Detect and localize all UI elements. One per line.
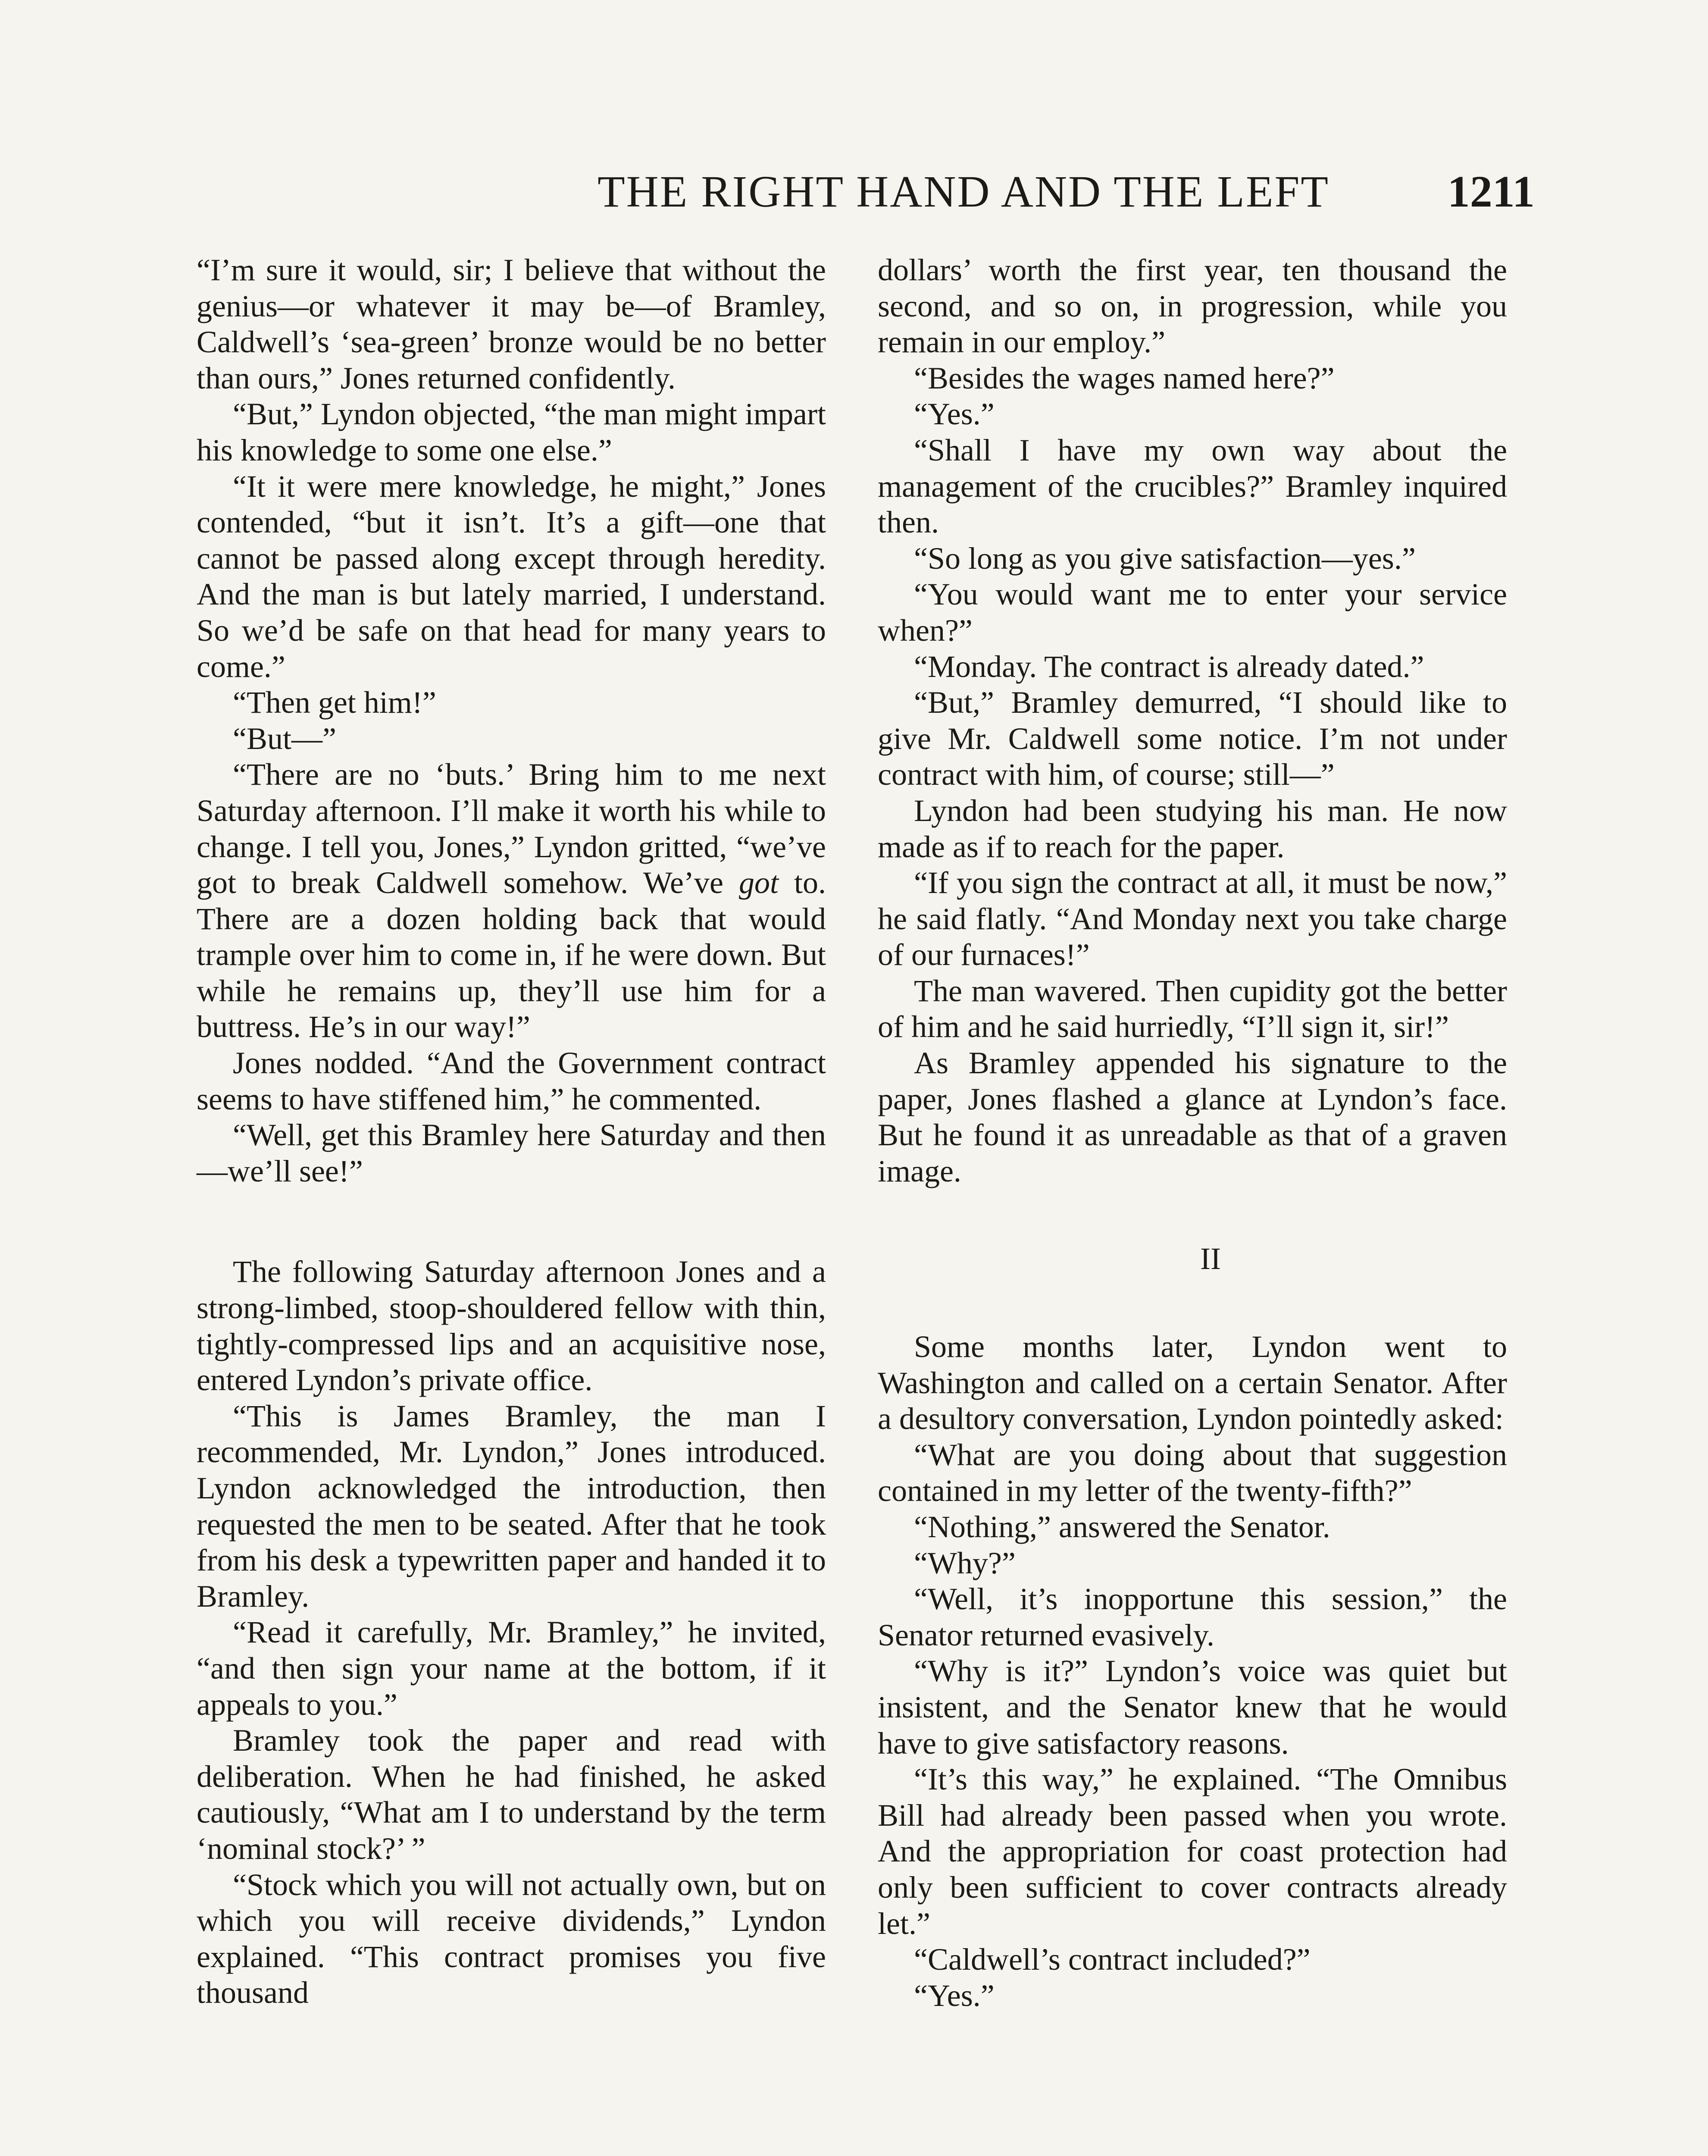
paragraph: “Caldwell’s contract included?” xyxy=(914,1942,1311,1977)
paragraph: “Well, it’s inopportune this session,” the Senator returned evasively. xyxy=(878,1582,1507,1652)
section-spacer xyxy=(878,1277,1507,1329)
paragraph: As Bramley appended his signature to the paper, Jones flashed a glance at Lyndon’s face. But he found it as unreadable as that of a graven image. xyxy=(878,1046,1507,1188)
paragraph: The following Saturday afternoon Jones and a strong-limbed, stoop-shouldered fellow with thin, tightly-compressed lips and an acquisitive nose, entered Lyndon’s private office. xyxy=(197,1254,826,1398)
scene-break xyxy=(197,1189,826,1254)
paragraph: dollars’ worth the first year, ten thousand the second, and so on, in progression, while you remain in our employ.” xyxy=(878,253,1507,360)
paragraph: Bramley took the paper and read with deliberation. When he had finished, he asked cautiously, “What am I to understand by the term ‘nominal stock?’ ” xyxy=(197,1723,826,1866)
emphasized-word: got xyxy=(738,865,779,900)
section-spacer xyxy=(878,1189,1507,1241)
paragraph: “Stock which you will not actually own, but on which you will receive dividends,” Lyndon explained. “This contract promises you five thousand xyxy=(197,1867,826,2010)
paragraph: “If you sign the contract at all, it must be now,” he said flatly. “And Monday next you take charge of our furnaces!” xyxy=(878,865,1507,972)
paragraph: “Why?” xyxy=(914,1545,1016,1580)
paragraph: The man wavered. Then cupidity got the better of him and he said hurriedly, “I’ll sign it, sir!” xyxy=(878,973,1507,1044)
paragraph: “Nothing,” answered the Senator. xyxy=(914,1510,1330,1544)
paragraph: “Yes.” xyxy=(914,397,995,432)
paragraph: “Then get him!” xyxy=(233,685,436,720)
paragraph: “But,” Bramley demurred, “I should like to give Mr. Caldwell some notice. I’m not under contract with him, of course; still—” xyxy=(878,685,1507,792)
paragraph: “Read it carefully, Mr. Bramley,” he invited, “and then sign your name at the bottom, if it appeals to you.” xyxy=(197,1615,826,1722)
paragraph: “It it were mere knowledge, he might,” Jones contended, “but it isn’t. It’s a gift—one that cannot be passed along except through heredity. And the man is but lately married, I understand. So we’d be safe on that head for many years to come.” xyxy=(197,469,826,684)
paragraph: “Shall I have my own way about the management of the crucibles?” Bramley inquired then. xyxy=(878,432,1507,540)
paragraph: “You would want me to enter your service when?” xyxy=(878,577,1507,648)
paragraph: “I’m sure it would, sir; I believe that without the genius—or whatever it may be—of Bramley, Caldwell’s ‘sea-green’ bronze would be no better than ours,” Jones returned confidently. xyxy=(197,253,826,395)
paragraph: Jones nodded. “And the Government contract seems to have stiffened him,” he commented. xyxy=(197,1046,826,1116)
paragraph: “Yes.” xyxy=(914,1978,995,2013)
paragraph: “Besides the wages named here?” xyxy=(914,360,1335,395)
page-number: 1211 xyxy=(1447,167,1535,216)
paragraph: Some months later, Lyndon went to Washington and called on a certain Senator. After a desultory conversation, Lyndon pointedly asked: xyxy=(878,1329,1507,1436)
paragraph: “This is James Bramley, the man I recommended, Mr. Lyndon,” Jones introduced. Lyndon acknowledged the introduction, then requested the men to be seated. After that he took from his desk a typewritten paper and handed it to Bramley. xyxy=(197,1398,826,1614)
paragraph: “Monday. The contract is already dated.” xyxy=(914,649,1424,684)
right-column xyxy=(878,252,1507,2014)
section-heading: II xyxy=(1200,1241,1221,1276)
paragraph xyxy=(197,757,826,1045)
paragraph: “Why is it?” Lyndon’s voice was quiet but insistent, and the Senator knew that he would have to give satisfactory reasons. xyxy=(878,1654,1507,1761)
left-column xyxy=(197,252,826,2011)
paragraph: “So long as you give satisfaction—yes.” xyxy=(914,541,1416,576)
running-title: THE RIGHT HAND AND THE LEFT xyxy=(597,167,1329,216)
paragraph: “What are you doing about that suggestion contained in my letter of the twenty-fifth?” xyxy=(878,1437,1507,1508)
paragraph-text: to. There are a dozen holding back that would trample over him to come in, if he were down. But while he remains up, they’ll use him for a buttress. He’s in our way!” xyxy=(197,865,826,1044)
paragraph: “It’s this way,” he explained. “The Omnibus Bill had already been passed when you wrote. And the appropriation for coast protection had only been sufficient to cover contracts already let.” xyxy=(878,1762,1507,1941)
paragraph: Lyndon had been studying his man. He now made as if to reach for the paper. xyxy=(878,793,1507,864)
paragraph: “But—” xyxy=(233,721,336,756)
paragraph: “Well, get this Bramley here Saturday and then—we’ll see!” xyxy=(197,1118,826,1188)
paragraph: “But,” Lyndon objected, “the man might impart his knowledge to some one else.” xyxy=(197,397,826,467)
paragraph-text: “There are no ‘buts.’ Bring him to me next Saturday afternoon. I’ll make it worth his while to change. I tell you, Jones,” Lyndon gritted, “we’ve got to break Caldwell somehow. We’ve xyxy=(197,757,826,900)
